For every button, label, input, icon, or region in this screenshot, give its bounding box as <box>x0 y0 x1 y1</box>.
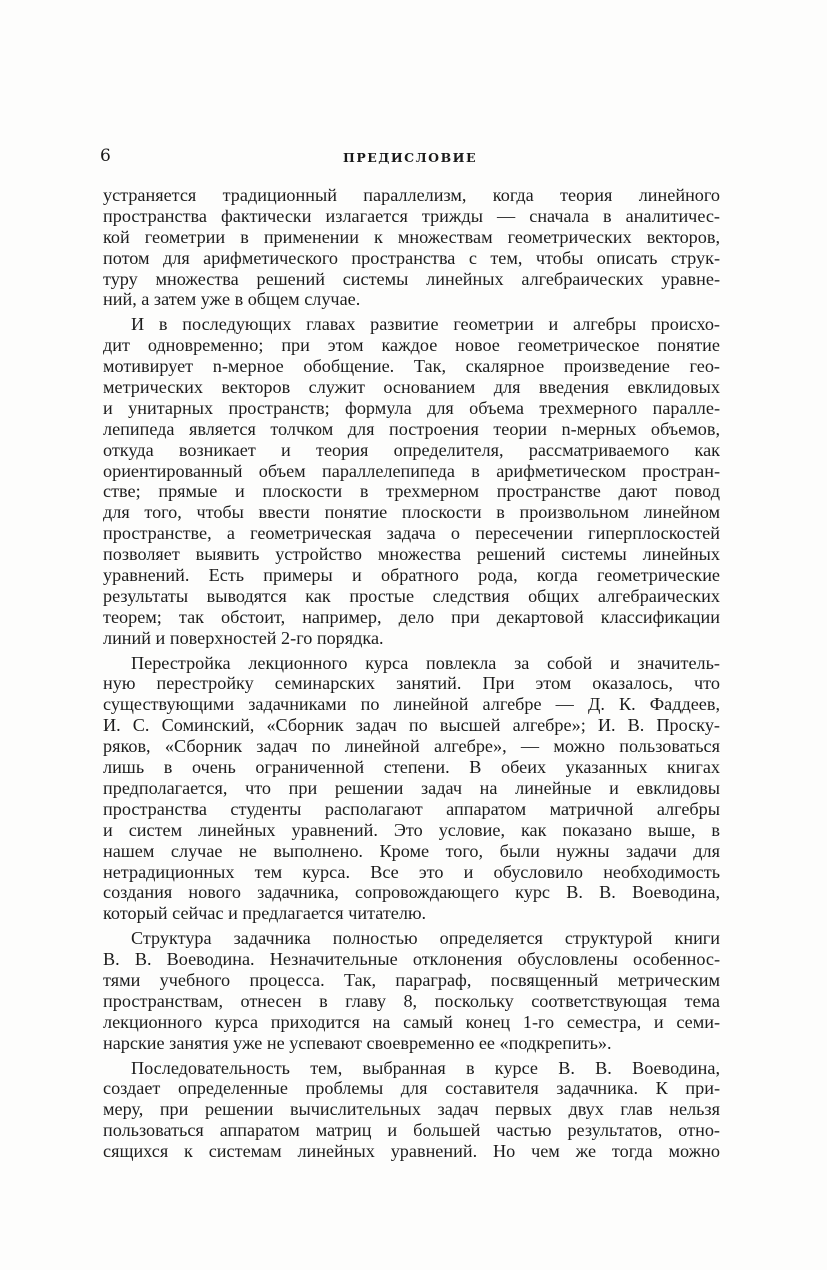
text-line: Последовательность тем, выбранная в курсе В. В. Воеводина, <box>131 1057 720 1078</box>
text-line: Структура задачника полностью определяется структурой книги <box>131 928 720 949</box>
text-line: нетрадиционных тем курса. Все это и обусловило необходимость <box>103 861 720 882</box>
text-line: лепипеда является толчком для построения теории n-мерных объемов, <box>103 418 720 439</box>
text-line: мотивирует n-мерное обобщение. Так, скалярное произведение гео- <box>103 356 720 377</box>
text-line: кой геометрии в применении к множествам геометрических векторов, <box>103 226 720 247</box>
text-line: тями учебного процесса. Так, параграф, посвященный метрическим <box>103 969 720 990</box>
text-line: лекционного курса приходится на самый конец 1-го семестра, и семи- <box>103 1011 720 1032</box>
text-line: откуда возникает и теория определителя, рассматриваемого как <box>103 439 720 460</box>
text-line: линий и поверхностей 2-го порядка. <box>103 627 384 648</box>
paragraph <box>103 314 720 648</box>
text-line: дит одновременно; при этом каждое новое геометрическое понятие <box>103 335 720 356</box>
text-line: для того, чтобы ввести понятие плоскости в произвольном линейном <box>103 502 720 523</box>
text-line: И. С. Соминский, «Сборник задач по высшей алгебре»; И. В. Проску- <box>103 715 720 736</box>
text-line: В. В. Воеводина. Незначительные отклонения обусловлены особеннос- <box>103 949 720 970</box>
text-line: сящихся к системам линейных уравнений. Но чем же тогда можно <box>103 1141 720 1162</box>
text-line: позволяет выявить устройство множества решений системы линейных <box>103 544 720 565</box>
text-line: создает определенные проблемы для составителя задачника. К при- <box>103 1078 720 1099</box>
text-line: метрических векторов служит основанием для введения евклидовых <box>103 377 720 398</box>
text-line: уравнений. Есть примеры и обратного рода, когда геометрические <box>103 565 720 586</box>
text-line: пользоваться аппаратом матриц и большей частью результатов, отно- <box>103 1120 720 1141</box>
text-line: устраняется традиционный параллелизм, когда теория линейного <box>103 185 720 205</box>
text-line: создания нового задачника, сопровождающего курс В. В. Воеводина, <box>103 882 720 903</box>
text-line: пространстве, а геометрическая задача о пересечении гиперплоскостей <box>103 523 720 544</box>
text-line: нашем случае не выполнено. Кроме того, были нужны задачи для <box>103 840 720 861</box>
text-line: ную перестройку семинарских занятий. При этом оказалось, что <box>103 673 720 694</box>
body-text <box>103 185 720 1162</box>
text-line: пространствам, отнесен в главу 8, поскольку соответствующая тема <box>103 990 720 1011</box>
text-line: меру, при решении вычислительных задач первых двух глав нельзя <box>103 1099 720 1120</box>
text-line: который сейчас и предлагается читателю. <box>103 903 427 924</box>
text-line: нарские занятия уже не успевают своевременно ее «подкрепить». <box>103 1032 612 1053</box>
text-line: стве; прямые и плоскости в трехмерном пространстве дают повод <box>103 481 720 502</box>
text-line: пространства фактически излагается трижды — сначала в аналитичес- <box>103 205 720 226</box>
text-line: существующими задачниками по линейной алгебре — Д. К. Фаддеев, <box>103 694 720 715</box>
paragraph <box>103 1058 720 1162</box>
text-line: И в последующих главах развитие геометрии и алгебры происхо- <box>131 314 720 335</box>
text-line: результаты выводятся как простые следствия общих алгебраических <box>103 585 720 606</box>
paragraph <box>103 928 720 1053</box>
text-line: потом для арифметического пространства с тем, чтобы описать струк- <box>103 247 720 268</box>
text-line: и систем линейных уравнений. Это условие, как показано выше, в <box>103 819 720 840</box>
paragraph <box>103 185 720 310</box>
text-line: ряков, «Сборник задач по линейной алгебре», — можно пользоваться <box>103 736 720 757</box>
text-line: ориентированный объем параллелепипеда в арифметическом простран- <box>103 460 720 481</box>
text-line: пространства студенты располагают аппаратом матричной алгебры <box>103 798 720 819</box>
text-line: туру множества решений системы линейных алгебраических уравне- <box>103 268 720 289</box>
text-line: Перестройка лекционного курса повлекла за собой и значитель- <box>131 652 720 673</box>
page-header <box>100 146 720 170</box>
page-number: 6 <box>100 146 111 166</box>
text-line: теорем; так обстоит, например, дело при декартовой классификации <box>103 606 720 627</box>
text-line: ний, а затем уже в общем случае. <box>103 289 361 310</box>
text-line: предполагается, что при решении задач на линейные и евклидовы <box>103 777 720 798</box>
paragraph <box>103 653 720 925</box>
text-line: лишь в очень ограниченной степени. В обеих указанных книгах <box>103 757 720 778</box>
running-title: ПРЕДИСЛОВИЕ <box>343 150 477 165</box>
text-line: и унитарных пространств; формула для объема трехмерного паралле- <box>103 397 720 418</box>
